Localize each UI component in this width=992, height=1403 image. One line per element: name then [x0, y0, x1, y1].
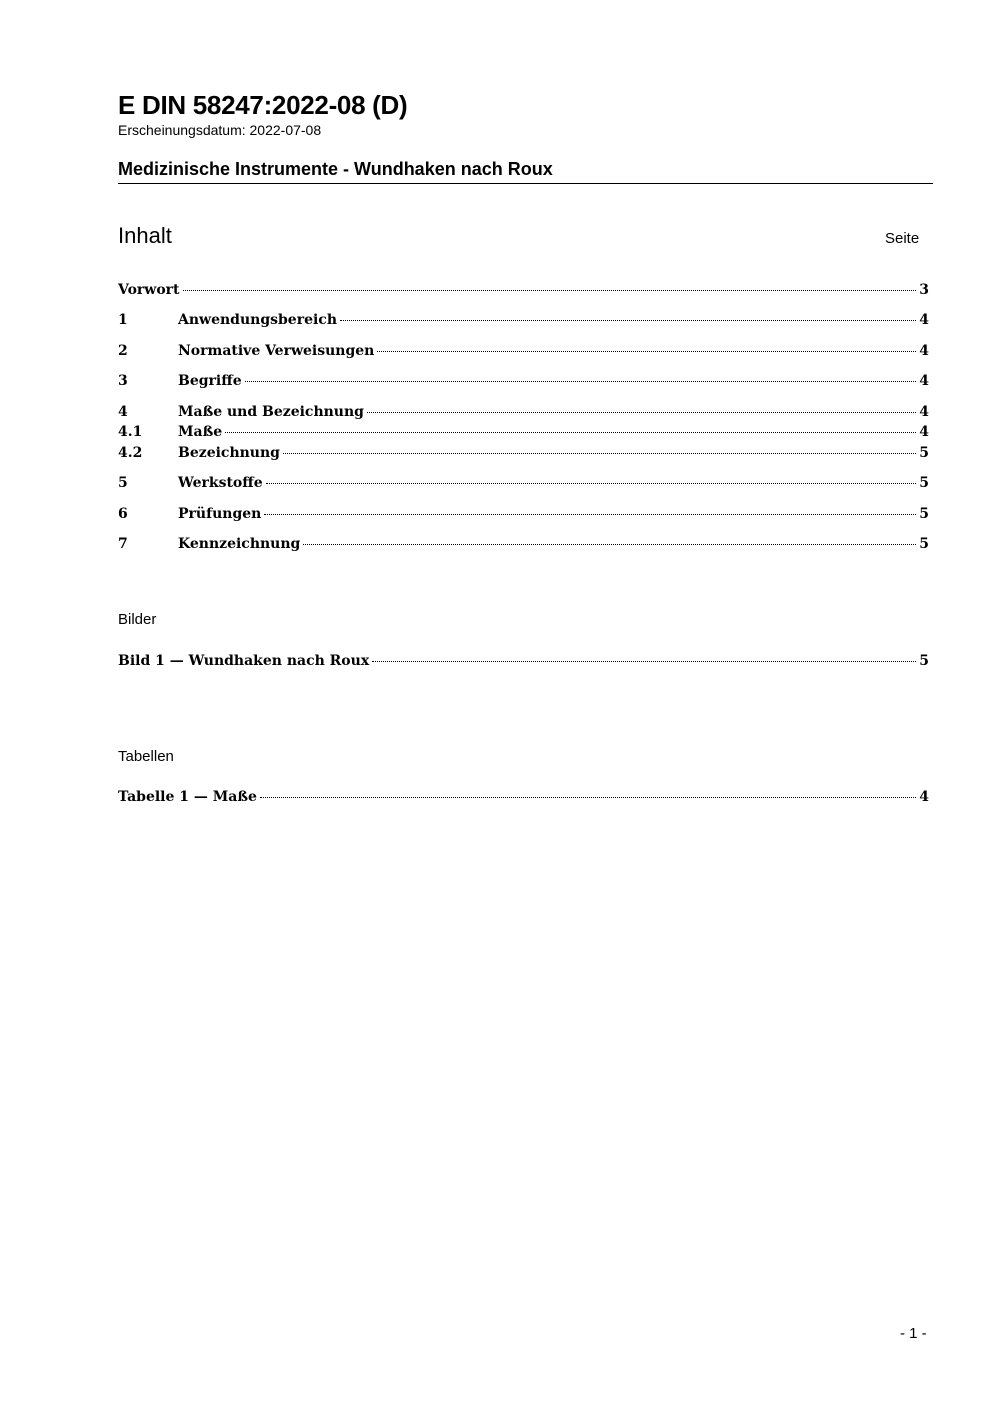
- toc-entry-page: 5: [919, 445, 929, 461]
- toc-entry-page: 4: [919, 312, 929, 328]
- toc-entry-page: 4: [919, 404, 929, 420]
- toc-leader: [340, 320, 916, 321]
- toc-leader: [260, 797, 916, 798]
- title-rule: [118, 183, 933, 184]
- toc-entry-page: 4: [919, 343, 929, 359]
- toc-leader: [245, 381, 917, 382]
- toc-entry-title: Maße und Bezeichnung: [178, 404, 364, 420]
- figure-entry-1[interactable]: [118, 652, 929, 670]
- toc-entry-page: 5: [919, 536, 929, 552]
- toc-leader: [264, 514, 916, 515]
- toc-entry-4-1[interactable]: [118, 423, 929, 441]
- toc-entry-number: 6: [118, 506, 128, 522]
- table-entry-title: Tabelle 1 — Maße: [118, 789, 257, 805]
- toc-entry-number: 5: [118, 475, 128, 491]
- toc-entry-title: Anwendungsbereich: [178, 312, 337, 328]
- table-entry-page: 4: [919, 789, 929, 805]
- toc-entry-page: 3: [919, 282, 929, 298]
- toc-entry-2[interactable]: [118, 342, 929, 360]
- toc-entry-7[interactable]: [118, 535, 929, 553]
- toc-entry-number: 1: [118, 312, 128, 328]
- toc-entry-title: Bezeichnung: [178, 445, 280, 461]
- toc-leader: [266, 483, 917, 484]
- toc-entry-title: Begriffe: [178, 373, 242, 389]
- toc-entry-number: 4.1: [118, 424, 143, 440]
- toc-entry-number: 3: [118, 373, 128, 389]
- toc-entry-title: Normative Verweisungen: [178, 343, 375, 359]
- toc-entry-page: 4: [919, 373, 929, 389]
- toc-entry-title: Kennzeichnung: [178, 536, 301, 552]
- toc-entry-page: 5: [919, 475, 929, 491]
- toc-heading: Inhalt: [118, 223, 172, 248]
- page-number: - 1 -: [900, 1325, 927, 1342]
- toc-leader: [377, 351, 916, 352]
- toc-entry-3[interactable]: [118, 372, 929, 390]
- publication-date: Erscheinungsdatum: 2022-07-08: [118, 122, 322, 138]
- toc-entry-4[interactable]: [118, 403, 929, 421]
- toc-entry-number: 7: [118, 536, 128, 552]
- toc-entry-title: Maße: [178, 424, 223, 440]
- doc-id: E DIN 58247:2022-08 (D): [118, 90, 408, 120]
- document-title: Medizinische Instrumente - Wundhaken nach Roux: [118, 159, 553, 179]
- toc-entry-number: 4: [118, 404, 128, 420]
- toc-entry-vorwort[interactable]: [118, 281, 929, 299]
- toc-entry-1[interactable]: [118, 311, 929, 329]
- figure-entry-page: 5: [919, 653, 929, 669]
- toc-page-label: Seite: [885, 230, 920, 247]
- toc-entry-6[interactable]: [118, 505, 929, 523]
- toc-entry-title: Werkstoffe: [178, 475, 263, 491]
- toc-entry-number: 4.2: [118, 445, 143, 461]
- table-entry-1[interactable]: [118, 788, 929, 806]
- toc-leader: [225, 432, 916, 433]
- tables-heading: Tabellen: [118, 748, 174, 765]
- toc-entry-5[interactable]: [118, 474, 929, 492]
- toc-entry-title: Vorwort: [118, 282, 180, 298]
- figure-entry-title: Bild 1 — Wundhaken nach Roux: [118, 653, 370, 669]
- toc-leader: [183, 290, 917, 291]
- toc-leader: [372, 661, 916, 662]
- toc-entry-page: 5: [919, 506, 929, 522]
- toc-entry-page: 4: [919, 424, 929, 440]
- toc-entry-title: Prüfungen: [178, 506, 262, 522]
- toc-leader: [283, 453, 916, 454]
- figures-heading: Bilder: [118, 611, 157, 628]
- toc-entry-number: 2: [118, 343, 128, 359]
- toc-entry-4-2[interactable]: [118, 444, 929, 462]
- toc-leader: [303, 544, 916, 545]
- toc-leader: [367, 412, 916, 413]
